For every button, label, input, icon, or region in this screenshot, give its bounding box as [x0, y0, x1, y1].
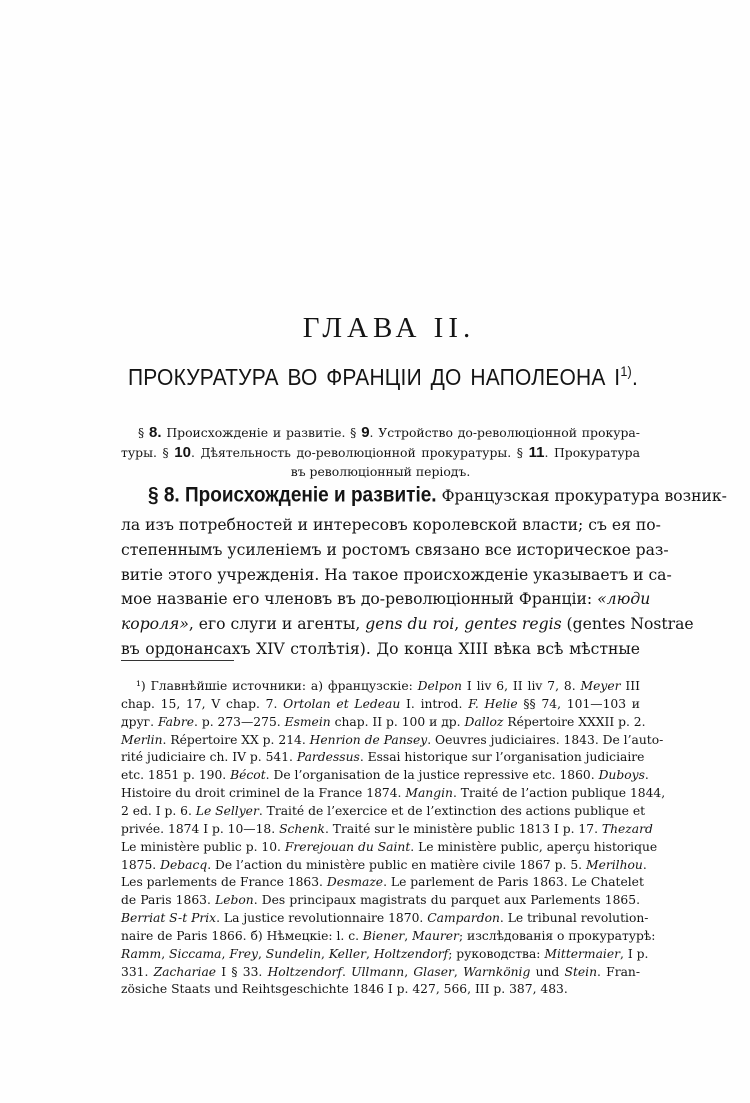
text-run: . Des principaux magistrats du parquet aux Parlements 1865.: [253, 893, 640, 908]
italic-run: Ortolan et Ledeau: [283, 696, 401, 711]
italic-run: Campardon: [427, 911, 500, 926]
italic-run: Delpon: [417, 679, 462, 693]
italic-run: gens du roi: [365, 615, 455, 634]
body-line: [121, 590, 651, 609]
italic-run: Warnkönig: [463, 964, 531, 979]
section-heading: § 8. Происхожденіе и развитіе.: [148, 483, 437, 507]
chapter-title-text: ПРОКУРАТУРА ВО ФРАНЦІИ ДО НАПОЛЕОНА I: [128, 365, 621, 391]
text-run: . Устройство до-революціонной прокура-: [369, 425, 640, 440]
italic-run: Stein: [564, 964, 598, 979]
italic-run: Holtzendorf: [373, 946, 449, 961]
chapter-title-period: .: [631, 365, 638, 391]
contents-line: [138, 424, 640, 441]
footnote-line: [121, 803, 646, 818]
italic-run: Desmaze: [326, 875, 384, 890]
bold-run: 9: [361, 424, 370, 441]
text-run: . Le tribunal revolution-: [499, 911, 649, 926]
italic-run: Maurer: [412, 928, 459, 943]
text-run: 1875.: [121, 857, 161, 872]
italic-run: Thezard: [601, 821, 653, 836]
italic-run: Lebon: [215, 893, 254, 908]
italic-run: Ramm: [121, 946, 162, 961]
text-run: Le ministère public p. 10.: [121, 839, 285, 854]
text-run: Les parlements de France 1863.: [121, 875, 327, 890]
body-line: [121, 540, 669, 559]
bold-run: 11: [528, 444, 545, 461]
text-run: 331.: [121, 964, 154, 979]
italic-run: F. Helie: [468, 696, 518, 711]
text-run: витіе этого учрежденія. На такое происхожденіе указываетъ и са-: [121, 565, 672, 584]
italic-run: gentes regis: [464, 615, 562, 634]
text-run: Французская прокуратура возник-: [441, 487, 727, 505]
footnote-line: [121, 911, 649, 926]
footnote-line: [121, 786, 666, 801]
text-run: III: [620, 679, 640, 693]
footnote-reference[interactable]: 1): [620, 363, 632, 380]
italic-run: Sundelin: [265, 946, 321, 961]
text-run: etc. 1851 p. 190.: [121, 768, 231, 783]
text-run: . Oeuvres judiciaires. 1843. De l’auto-: [427, 732, 664, 747]
italic-run: Biener: [362, 928, 405, 943]
text-run: туры. §: [121, 445, 175, 460]
italic-run: Meyer: [580, 679, 621, 693]
text-run: §§ 74, 101—103 и: [517, 696, 640, 711]
text-run: .: [642, 857, 647, 872]
text-run: . Le parlement de Paris 1863. Le Chatelet: [383, 875, 644, 890]
text-run: de Paris 1863.: [121, 893, 216, 908]
footnote-line: [121, 750, 645, 765]
italic-run: Merlin: [121, 732, 163, 747]
text-run: . Le ministère public, aperçu historique: [410, 839, 658, 854]
text-run: . Fran-: [597, 964, 640, 979]
text-run: мое названіе его членовъ въ до-революціонный Франціи:: [121, 590, 598, 609]
text-run: chap. 15, 17, V chap. 7.: [121, 696, 284, 711]
text-run: . La justice revolutionnaire 1870.: [216, 911, 428, 926]
footnote-line: [121, 821, 653, 836]
italic-run: Bécot: [230, 768, 266, 783]
footnote-line: [121, 893, 640, 907]
text-run: , его слуги и агенты,: [188, 615, 366, 634]
body-line: [121, 640, 640, 658]
text-run: privée. 1874 I p. 10—18.: [121, 821, 280, 836]
footnote-line: [121, 857, 647, 872]
contents-line: [121, 464, 640, 479]
footnote-line: [121, 839, 658, 854]
text-run: степеннымъ усиленіемъ и ростомъ связано все историческое раз-: [121, 540, 669, 559]
text-run: .: [644, 768, 649, 783]
footnote-line: [121, 965, 640, 979]
text-run: I liv 6, II liv 7, 8.: [461, 679, 581, 693]
italic-run: «люди: [597, 590, 651, 609]
italic-run: Frey: [229, 946, 258, 961]
footnote-line: [121, 982, 640, 996]
text-run: und: [530, 964, 565, 979]
text-run: въ революціонный періодъ.: [290, 464, 471, 479]
body-line: [121, 565, 672, 584]
chapter-label: ГЛАВА II.: [302, 312, 476, 344]
text-run: Histoire du droit criminel de la France 1874.: [121, 786, 406, 801]
chapter-title: [128, 365, 638, 392]
text-run: chap. II p. 100 и др.: [330, 714, 465, 729]
text-run: . Essai historique sur l’organisation judiciaire: [359, 750, 645, 765]
italic-run: Holtzendorf: [267, 964, 342, 979]
italic-run: Merilhou: [586, 857, 643, 872]
text-run: ,: [453, 964, 464, 979]
footnote-line: [121, 946, 649, 961]
footnote-line: [121, 768, 649, 783]
text-run: zösiche Staats und Reihtsgeschichte 1846 I p. 427, 566, III p. 387, 483.: [121, 982, 568, 997]
italic-run: Siccama: [169, 946, 222, 961]
italic-run: Schenk: [279, 821, 325, 836]
italic-run: Glaser: [413, 964, 454, 979]
body-line: [148, 483, 727, 507]
italic-run: Le Sellyer: [195, 803, 259, 818]
text-run: . Traité de l’exercice et de l’extinction des actions publique et: [258, 803, 646, 818]
text-run: ; изслѣдованія о прокуратурѣ:: [458, 928, 656, 943]
text-run: rité judiciaire ch. IV p. 541.: [121, 750, 297, 765]
contents-line: [121, 444, 640, 461]
footnote-separator: [121, 660, 234, 661]
text-run: ¹) Главнѣйшіе источники: а) французскіе:: [136, 679, 418, 693]
text-run: , I p.: [620, 946, 649, 961]
italic-run: Pardessus: [296, 750, 360, 765]
text-run: .: [341, 964, 352, 979]
text-run: ла изъ потребностей и интересовъ королевской власти; съ ея по-: [121, 516, 661, 534]
text-run: ,: [321, 946, 329, 961]
footnote-line: [121, 875, 644, 890]
italic-run: Frerejouan du Saint: [284, 839, 411, 854]
italic-run: Ullmann: [351, 964, 405, 979]
italic-run: Zachariae: [153, 964, 217, 979]
body-line-text: [442, 487, 727, 505]
italic-run: Keller: [328, 946, 366, 961]
footnote-line: [121, 928, 656, 943]
italic-run: Mangin: [405, 786, 453, 801]
italic-run: Henrion de Pansey: [309, 732, 428, 747]
text-run: ,: [257, 946, 266, 961]
text-run: . Дѣятельность до-революціонной прокуратуры. §: [190, 445, 529, 460]
text-run: въ ордонансахъ XIV столѣтія). До конца XIII вѣка всѣ мѣстные: [121, 640, 640, 658]
text-run: (gentes Nostrae: [561, 615, 694, 634]
bold-run: 10: [174, 444, 191, 461]
footnote-line: [121, 697, 640, 711]
text-run: ,: [404, 964, 414, 979]
italic-run: Duboys: [598, 768, 645, 783]
italic-run: Debacq: [160, 857, 208, 872]
text-run: . p. 273—275.: [194, 714, 285, 729]
text-run: ; руководства:: [448, 946, 545, 961]
text-run: . Traité sur le ministère public 1813 I p. 17.: [324, 821, 602, 836]
footnote-line: [121, 732, 664, 747]
italic-run: Mittermaier: [544, 946, 621, 961]
text-run: Происхожденіе и развитіе. §: [161, 425, 362, 440]
text-run: . Traité de l’action publique 1844,: [452, 786, 666, 801]
text-run: ,: [365, 946, 374, 961]
italic-run: Fabre: [157, 714, 195, 729]
italic-run: Esmein: [284, 714, 331, 729]
footnote-line: [136, 679, 640, 693]
text-run: Répertoire XXXII p. 2.: [503, 714, 646, 729]
text-run: друг.: [121, 714, 158, 729]
body-line: [121, 615, 694, 634]
text-run: I. introd.: [400, 696, 469, 711]
text-run: . Прокуратура: [544, 445, 640, 460]
italic-run: Dalloz: [464, 714, 504, 729]
text-run: ,: [221, 946, 230, 961]
text-run: ,: [454, 615, 465, 634]
italic-run: Berriat S-t Prix: [121, 911, 217, 926]
footnote-line: [121, 714, 646, 729]
text-run: naire de Paris 1866. б) Нѣмецкіе: l. c.: [121, 928, 363, 943]
text-run: . Répertoire XX p. 214.: [162, 732, 310, 747]
text-run: ,: [161, 946, 170, 961]
text-run: I § 33.: [216, 964, 268, 979]
text-run: . De l’organisation de la justice repressive etc. 1860.: [265, 768, 599, 783]
italic-run: короля»: [121, 615, 189, 634]
bold-run: 8.: [149, 424, 162, 441]
body-line: [121, 516, 661, 534]
text-run: . De l’action du ministère public en matière civile 1867 p. 5.: [207, 857, 586, 872]
text-run: ,: [404, 928, 413, 943]
text-run: §: [138, 425, 150, 440]
text-run: 2 ed. I p. 6.: [121, 803, 196, 818]
